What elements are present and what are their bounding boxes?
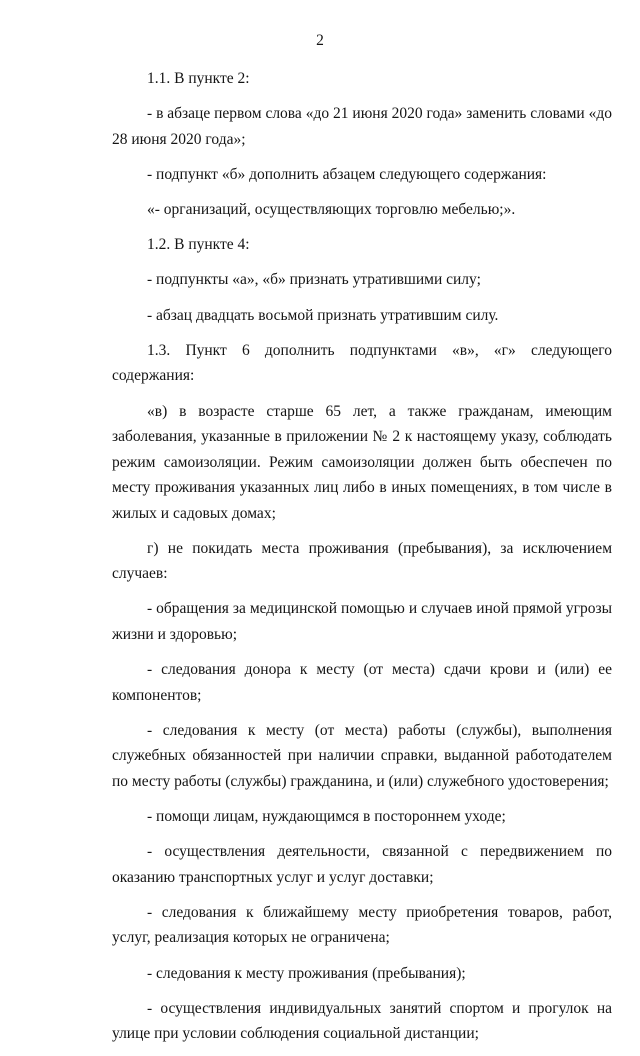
paragraph: «- организаций, осуществляющих торговлю мебелью;». — [147, 201, 516, 219]
paragraph: - подпункт «б» дополнить абзацем следующего содержания: — [147, 165, 547, 183]
paragraph: - следования к месту проживания (пребывания); — [147, 964, 466, 982]
paragraph: «в) в возрасте старше 65 лет, а также гражданам, имеющим заболевания, указанные в приложении № 2 к настоящему указу, соблюдать режим самоизоляции. Режим самоизоляции должен быть обеспечен по месту проживания указанных лиц либо в иных помещениях, в том числе в жилых и садовых домах; — [112, 402, 612, 522]
paragraph: - в абзаце первом слова «до 21 июня 2020 года» заменить словами «до 28 июня 2020 года»; — [112, 105, 612, 148]
paragraph: 1.3. Пункт 6 дополнить подпунктами «в», «г» следующего содержания: — [112, 341, 612, 385]
paragraph: - осуществления деятельности, связанной с передвижением по оказанию транспортных услуг и услуг доставки; — [112, 843, 612, 886]
paragraph: - следования к месту (от места) работы (службы), выполнения служебных обязанностей при наличии справки, выданной работодателем по месту работы (службы) гражданина, и (или) служебного удостоверения; — [112, 721, 612, 790]
paragraph: - следования к ближайшему месту приобретения товаров, работ, услуг, реализация которых не ограничена; — [112, 903, 612, 947]
paragraph: 1.1. В пункте 2: — [147, 70, 250, 87]
document-body — [112, 66, 612, 1056]
paragraph: - обращения за медицинской помощью и случаев иной прямой угрозы жизни и здоровью; — [112, 600, 612, 643]
paragraph: - абзац двадцать восьмой признать утратившим силу. — [147, 306, 499, 324]
paragraph: 1.2. В пункте 4: — [147, 236, 250, 254]
page-number: 2 — [316, 32, 324, 49]
paragraph: - следования донора к месту (от места) сдачи крови и (или) ее компонентов; — [112, 661, 612, 704]
paragraph: г) не покидать места проживания (пребывания), за исключением случаев: — [112, 539, 612, 583]
paragraph: - осуществления индивидуальных занятий спортом и прогулок на улице при условии соблюдения социальной дистанции; — [112, 999, 612, 1043]
paragraph: - помощи лицам, нуждающимся в постороннем уходе; — [147, 807, 506, 825]
paragraph: - подпункты «а», «б» признать утратившими силу; — [147, 271, 481, 289]
